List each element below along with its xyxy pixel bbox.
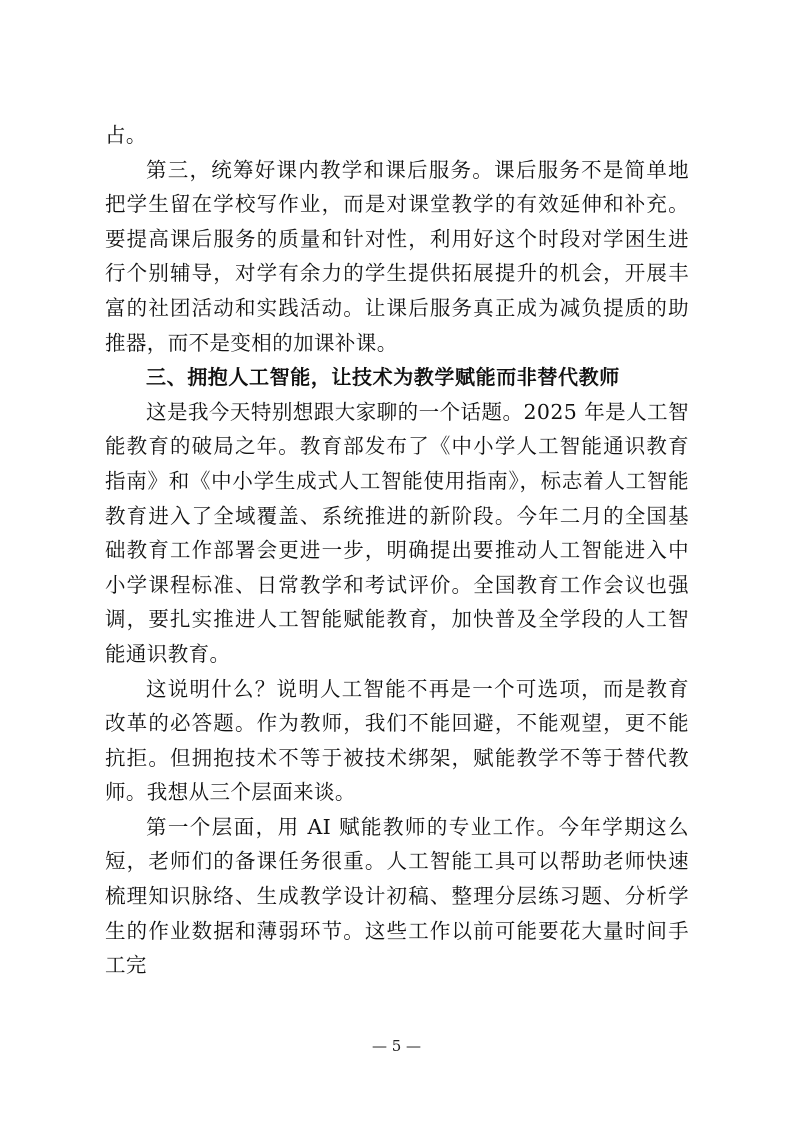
paragraph-after-school-service: 第三，统筹好课内教学和课后服务。课后服务不是简单地把学生留在学校写作业，而是对课堂教学的有效延伸和补充。要提高课后服务的质量和针对性，利用好这个时段对学困生进行个别辅导，对学有余力的学生提供拓展提升的机会，开展丰富的社团活动和实践活动。让课后服务真正成为减负提质的助推器，而不是变相的加课补课。 <box>105 157 689 355</box>
page-number: — 5 — <box>371 1037 422 1055</box>
section-heading-ai: 三、拥抱人工智能，让技术为教学赋能而非替代教师 <box>146 365 620 390</box>
paragraph-ai-meaning: 这说明什么？说明人工智能不再是一个可选项，而是教育改革的必答题。作为教师，我们不能回避，不能观望，更不能抗拒。但拥抱技术不等于被技术绑架，赋能教学不等于替代教师。我想从三个层面来谈。 <box>105 676 689 805</box>
paragraph-ai-policy: 这是我今天特别想跟大家聊的一个话题。2025 年是人工智能教育的破局之年。教育部发布了《中小学人工智能通识教育指南》和《中小学生成式人工智能使用指南》，标志着人工智能教育进入了全域覆盖、系统推进的新阶段。今年二月的全国基础教育工作部署会更进一步，明确提出要推动人工智能进入中小学课程标准、日常教学和考试评价。全国教育工作会议也强调，要扎实推进人工智能赋能教育，加快普及全学段的人工智能通识教育。 <box>105 399 689 666</box>
paragraph-continuation: 占。 <box>105 123 147 147</box>
document-body <box>105 118 689 983</box>
paragraph-ai-first-level: 第一个层面，用 AI 赋能教师的专业工作。今年学期这么短，老师们的备课任务很重。人工智能工具可以帮助老师快速梳理知识脉络、生成教学设计初稿、整理分层练习题、分析学生的作业数据和薄弱环节。这些工作以前可能要花大量时间手工完 <box>105 814 689 978</box>
